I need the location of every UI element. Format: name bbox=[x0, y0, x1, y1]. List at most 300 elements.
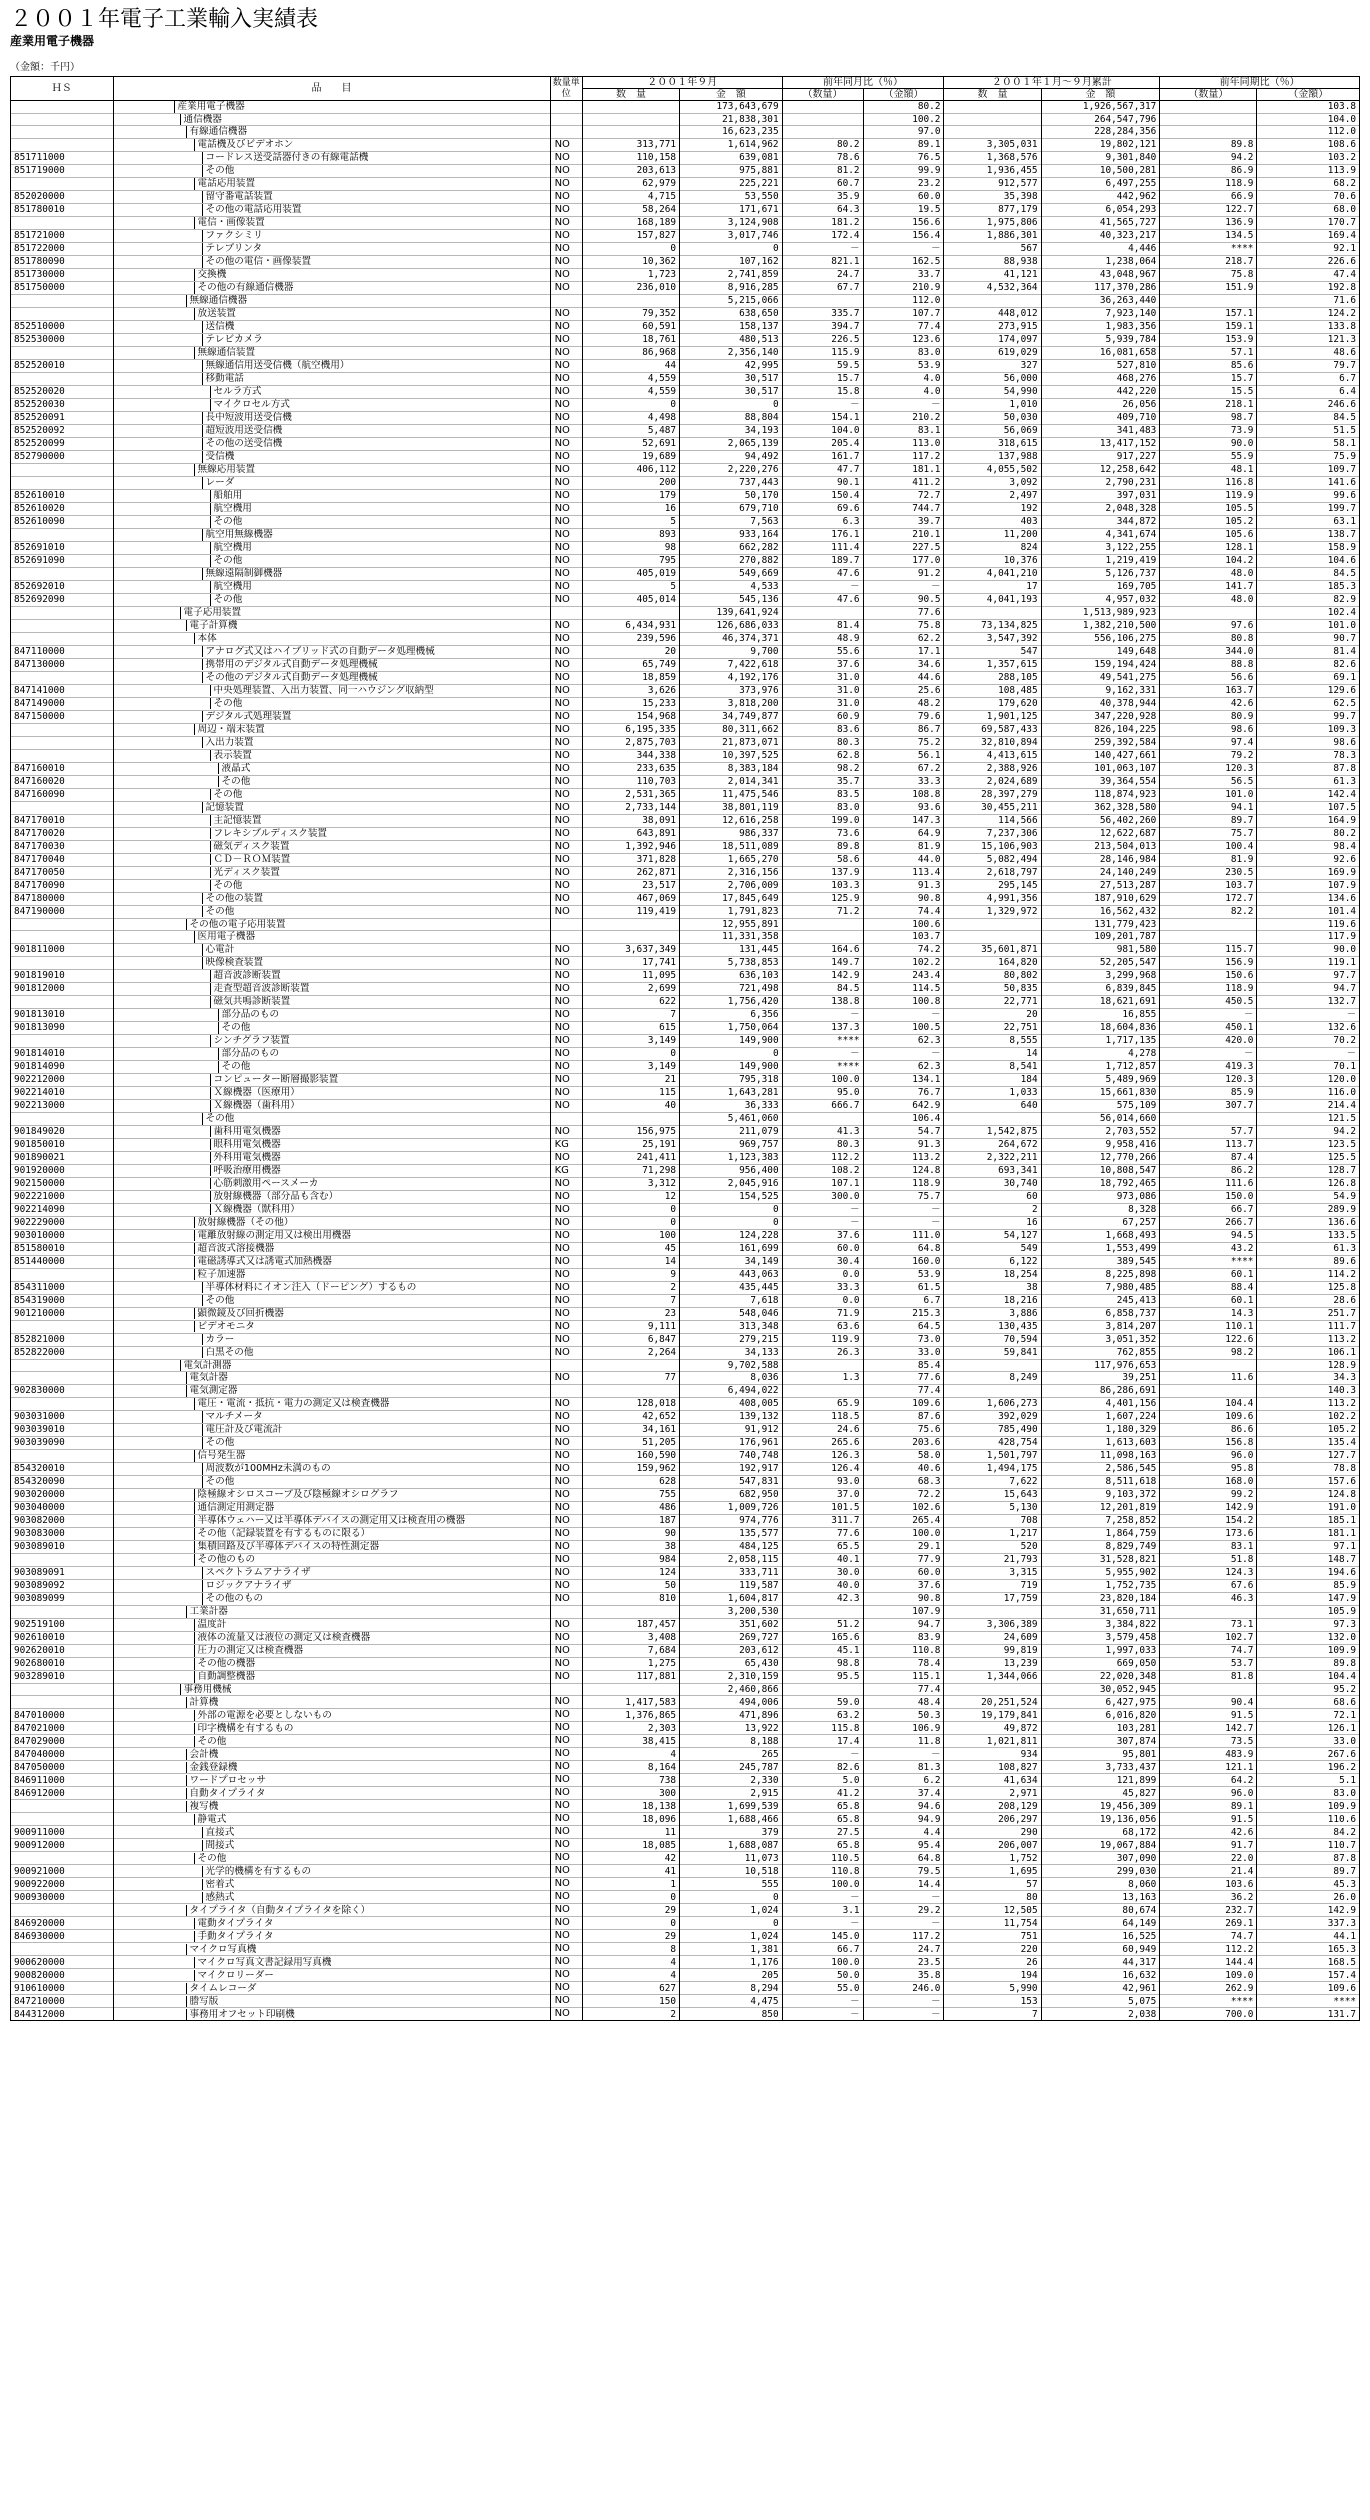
month-amount: 80,311,662 bbox=[680, 723, 783, 736]
month-amount-yoy: － bbox=[863, 1995, 944, 2008]
ytd-amount-yoy: 87.8 bbox=[1257, 1852, 1360, 1865]
table-row bbox=[11, 853, 1360, 866]
month-amount-yoy: 48.2 bbox=[863, 697, 944, 710]
ytd-amount: 9,301,840 bbox=[1041, 152, 1160, 165]
month-amount-yoy: 100.5 bbox=[863, 1021, 944, 1034]
ytd-amount-yoy: 44.1 bbox=[1257, 1930, 1360, 1943]
item-name-cell bbox=[113, 1424, 550, 1437]
ytd-amount-yoy: 97.3 bbox=[1257, 1618, 1360, 1631]
month-qty: 2,531,365 bbox=[582, 788, 679, 801]
item-name: 船舶用 bbox=[210, 490, 243, 502]
ytd-qty: 14 bbox=[944, 1047, 1041, 1060]
hs-code: 846911000 bbox=[11, 1774, 114, 1787]
ytd-amount-yoy: 109.9 bbox=[1257, 1644, 1360, 1657]
hs-code: 846920000 bbox=[11, 1917, 114, 1930]
month-qty: 1,392,946 bbox=[582, 840, 679, 853]
month-amount-yoy: 53.9 bbox=[863, 1268, 944, 1281]
ytd-qty: 3,306,389 bbox=[944, 1618, 1041, 1631]
month-amount-yoy: 64.5 bbox=[863, 1320, 944, 1333]
month-amount-yoy: 113.0 bbox=[863, 437, 944, 450]
table-row bbox=[11, 1748, 1360, 1761]
ytd-amount-yoy: 126.8 bbox=[1257, 1177, 1360, 1190]
item-name: フレキシブルディスク装置 bbox=[210, 828, 328, 840]
table-row bbox=[11, 1372, 1360, 1385]
ytd-amount-yoy: 105.2 bbox=[1257, 1424, 1360, 1437]
ytd-amount-yoy: 68.0 bbox=[1257, 204, 1360, 217]
month-qty-yoy: 83.0 bbox=[782, 801, 863, 814]
month-qty-yoy: 98.8 bbox=[782, 1657, 863, 1670]
month-amount: 6,494,022 bbox=[680, 1385, 783, 1398]
month-amount: 636,103 bbox=[680, 969, 783, 982]
hs-code bbox=[11, 1359, 114, 1372]
item-name-cell bbox=[113, 840, 550, 853]
ytd-amount-yoy: 116.0 bbox=[1257, 1086, 1360, 1099]
ytd-qty: 80 bbox=[944, 1891, 1041, 1904]
month-qty: 19,689 bbox=[582, 450, 679, 463]
item-name-cell bbox=[113, 411, 550, 424]
item-name: 電圧・電流・抵抗・電力の測定又は検査機器 bbox=[194, 1398, 390, 1410]
month-qty-yoy: 64.3 bbox=[782, 204, 863, 217]
ytd-amount: 1,382,210,500 bbox=[1041, 619, 1160, 632]
month-qty: 90 bbox=[582, 1528, 679, 1541]
month-amount: 682,950 bbox=[680, 1489, 783, 1502]
month-amount: 0 bbox=[680, 1047, 783, 1060]
ytd-qty-yoy: 154.2 bbox=[1160, 1515, 1257, 1528]
qty-unit: NO bbox=[550, 1177, 582, 1190]
item-name-cell bbox=[113, 1307, 550, 1320]
month-amount-yoy: 91.3 bbox=[863, 879, 944, 892]
month-qty-yoy: 110.5 bbox=[782, 1852, 863, 1865]
hs-code: 847029000 bbox=[11, 1735, 114, 1748]
item-name: 放射線機器（部分品も含む） bbox=[210, 1191, 339, 1203]
month-amount: 34,149 bbox=[680, 1255, 783, 1268]
month-amount-yoy: 74.4 bbox=[863, 905, 944, 918]
ytd-amount-yoy: 104.6 bbox=[1257, 554, 1360, 567]
qty-unit: NO bbox=[550, 1787, 582, 1800]
table-row bbox=[11, 139, 1360, 152]
table-row bbox=[11, 437, 1360, 450]
hs-code: 851711000 bbox=[11, 152, 114, 165]
month-qty-yoy: 48.9 bbox=[782, 632, 863, 645]
ytd-qty: 26 bbox=[944, 1956, 1041, 1969]
qty-unit: NO bbox=[550, 243, 582, 256]
table-row bbox=[11, 710, 1360, 723]
table-row bbox=[11, 1476, 1360, 1489]
ytd-qty-yoy: 64.2 bbox=[1160, 1774, 1257, 1787]
ytd-qty: 1,695 bbox=[944, 1865, 1041, 1878]
item-name-cell bbox=[113, 1852, 550, 1865]
month-qty: 300 bbox=[582, 1787, 679, 1800]
month-amount-yoy: 100.0 bbox=[863, 1528, 944, 1541]
month-qty: 11 bbox=[582, 1826, 679, 1839]
table-row bbox=[11, 1541, 1360, 1554]
ytd-amount-yoy: 33.0 bbox=[1257, 1735, 1360, 1748]
ytd-qty-yoy: 86.2 bbox=[1160, 1164, 1257, 1177]
ytd-qty: 877,179 bbox=[944, 204, 1041, 217]
table-row bbox=[11, 217, 1360, 230]
qty-unit: NO bbox=[550, 1554, 582, 1567]
month-amount: 11,331,358 bbox=[680, 931, 783, 944]
table-row bbox=[11, 1826, 1360, 1839]
table-row bbox=[11, 1242, 1360, 1255]
ytd-amount-yoy: 110.6 bbox=[1257, 1813, 1360, 1826]
item-name-cell bbox=[113, 1839, 550, 1852]
table-row bbox=[11, 697, 1360, 710]
hs-code: 903089010 bbox=[11, 1541, 114, 1554]
month-amount: 2,915 bbox=[680, 1787, 783, 1800]
ytd-qty-yoy: 15.5 bbox=[1160, 385, 1257, 398]
item-name-cell bbox=[113, 1567, 550, 1580]
ytd-amount-yoy: 108.6 bbox=[1257, 139, 1360, 152]
hs-code: 852692090 bbox=[11, 593, 114, 606]
ytd-amount-yoy: 109.6 bbox=[1257, 1982, 1360, 1995]
item-name-cell bbox=[113, 1112, 550, 1125]
item-name: 工業計器 bbox=[186, 1606, 228, 1618]
month-amount: 91,912 bbox=[680, 1424, 783, 1437]
ytd-amount-yoy: 70.2 bbox=[1257, 1034, 1360, 1047]
month-qty-yoy bbox=[782, 931, 863, 944]
hs-code: 900921000 bbox=[11, 1865, 114, 1878]
month-amount-yoy: 81.9 bbox=[863, 840, 944, 853]
ytd-qty: 11,200 bbox=[944, 528, 1041, 541]
ytd-amount: 362,328,580 bbox=[1041, 801, 1160, 814]
ytd-qty-yoy: 46.3 bbox=[1160, 1593, 1257, 1606]
table-row bbox=[11, 1099, 1360, 1112]
ytd-amount: 11,098,163 bbox=[1041, 1450, 1160, 1463]
hs-code: 852610020 bbox=[11, 502, 114, 515]
qty-unit: NO bbox=[550, 710, 582, 723]
hs-code: 851440000 bbox=[11, 1255, 114, 1268]
ytd-qty-yoy: 88.4 bbox=[1160, 1281, 1257, 1294]
ytd-amount: 762,855 bbox=[1041, 1346, 1160, 1359]
ytd-qty-yoy: 21.4 bbox=[1160, 1865, 1257, 1878]
qty-unit: NO bbox=[550, 1930, 582, 1943]
table-row bbox=[11, 178, 1360, 191]
qty-unit: NO bbox=[550, 191, 582, 204]
item-name: 電話機及びビデオホン bbox=[194, 139, 294, 151]
ytd-qty: 153 bbox=[944, 1995, 1041, 2008]
month-qty: 0 bbox=[582, 1047, 679, 1060]
qty-unit: NO bbox=[550, 398, 582, 411]
ytd-amount: 1,864,759 bbox=[1041, 1528, 1160, 1541]
ytd-qty-yoy: 168.0 bbox=[1160, 1476, 1257, 1489]
hs-code bbox=[11, 1943, 114, 1956]
month-qty-yoy: 226.5 bbox=[782, 333, 863, 346]
item-name: コードレス送受話器付きの有線電話機 bbox=[202, 152, 369, 164]
ytd-amount-yoy: 109.3 bbox=[1257, 723, 1360, 736]
month-qty-yoy: 59.5 bbox=[782, 359, 863, 372]
ytd-amount: 45,827 bbox=[1041, 1787, 1160, 1800]
ytd-amount-yoy: 98.4 bbox=[1257, 840, 1360, 853]
ytd-qty-yoy: 172.7 bbox=[1160, 892, 1257, 905]
month-amount-yoy: 48.4 bbox=[863, 1696, 944, 1709]
ytd-qty: 30,455,211 bbox=[944, 801, 1041, 814]
item-name: その他のデジタル式自動データ処理機械 bbox=[202, 672, 378, 684]
ytd-qty-yoy: 113.7 bbox=[1160, 1138, 1257, 1151]
month-qty: 18,138 bbox=[582, 1800, 679, 1813]
month-qty-yoy bbox=[782, 1359, 863, 1372]
ytd-qty-yoy: 218.7 bbox=[1160, 256, 1257, 269]
month-qty: 62,979 bbox=[582, 178, 679, 191]
ytd-qty: 295,145 bbox=[944, 879, 1041, 892]
item-name: 陰極線オシロスコープ及び陰極線オシログラフ bbox=[194, 1489, 399, 1501]
item-name: その他 bbox=[218, 776, 251, 788]
ytd-qty-yoy: 66.9 bbox=[1160, 191, 1257, 204]
item-name-cell bbox=[113, 1554, 550, 1567]
month-amount-yoy: 86.7 bbox=[863, 723, 944, 736]
hs-code bbox=[11, 1554, 114, 1567]
ytd-qty-yoy: 105.6 bbox=[1160, 528, 1257, 541]
ytd-amount-yoy: 199.7 bbox=[1257, 502, 1360, 515]
ytd-amount: 16,855 bbox=[1041, 1008, 1160, 1021]
month-amount-yoy: 64.9 bbox=[863, 827, 944, 840]
month-qty-yoy: 181.2 bbox=[782, 217, 863, 230]
table-row bbox=[11, 528, 1360, 541]
hs-code bbox=[11, 736, 114, 749]
month-amount: 211,079 bbox=[680, 1125, 783, 1138]
month-qty-yoy: 83.5 bbox=[782, 788, 863, 801]
table-row bbox=[11, 892, 1360, 905]
table-row bbox=[11, 1696, 1360, 1709]
month-qty: 12 bbox=[582, 1190, 679, 1203]
ytd-qty-yoy: 60.1 bbox=[1160, 1268, 1257, 1281]
ytd-amount-yoy: 123.5 bbox=[1257, 1138, 1360, 1151]
item-name-cell bbox=[113, 762, 550, 775]
month-qty-yoy: 84.5 bbox=[782, 982, 863, 995]
hs-code: 851730000 bbox=[11, 269, 114, 282]
item-name-cell bbox=[113, 1502, 550, 1515]
ytd-qty-yoy: 73.5 bbox=[1160, 1735, 1257, 1748]
month-qty: 18,761 bbox=[582, 333, 679, 346]
month-qty: 124 bbox=[582, 1567, 679, 1580]
month-qty-yoy: 137.3 bbox=[782, 1021, 863, 1034]
hs-code: 851719000 bbox=[11, 165, 114, 178]
qty-unit: NO bbox=[550, 424, 582, 437]
ytd-amount-yoy: 135.4 bbox=[1257, 1437, 1360, 1450]
month-qty: 119,419 bbox=[582, 905, 679, 918]
month-amount: 135,577 bbox=[680, 1528, 783, 1541]
month-amount-yoy: 112.0 bbox=[863, 295, 944, 308]
hs-code: 847170020 bbox=[11, 827, 114, 840]
table-row bbox=[11, 256, 1360, 269]
ytd-amount: 8,225,898 bbox=[1041, 1268, 1160, 1281]
month-qty-yoy: 65.8 bbox=[782, 1813, 863, 1826]
ytd-qty-yoy: 56.6 bbox=[1160, 671, 1257, 684]
item-name-cell bbox=[113, 1242, 550, 1255]
month-amount-yoy: 40.6 bbox=[863, 1463, 944, 1476]
item-name-cell bbox=[113, 1670, 550, 1683]
item-name-cell bbox=[113, 1450, 550, 1463]
item-name-cell bbox=[113, 1593, 550, 1606]
ytd-qty-yoy: 89.8 bbox=[1160, 139, 1257, 152]
qty-unit: NO bbox=[550, 619, 582, 632]
ytd-qty-yoy: 22.0 bbox=[1160, 1852, 1257, 1865]
month-amount-yoy: 6.7 bbox=[863, 1294, 944, 1307]
ytd-amount-yoy: 94.2 bbox=[1257, 1125, 1360, 1138]
month-qty-yoy: 60.9 bbox=[782, 710, 863, 723]
ytd-qty: 264,672 bbox=[944, 1138, 1041, 1151]
month-amount-yoy: 110.8 bbox=[863, 1644, 944, 1657]
month-qty-yoy: － bbox=[782, 2008, 863, 2021]
item-name: 呼吸治療用機器 bbox=[210, 1165, 281, 1177]
month-qty: 313,771 bbox=[582, 139, 679, 152]
item-name-cell bbox=[113, 139, 550, 152]
ytd-qty: 428,754 bbox=[944, 1437, 1041, 1450]
month-amount: 154,525 bbox=[680, 1190, 783, 1203]
item-name-cell bbox=[113, 995, 550, 1008]
month-amount-yoy: － bbox=[863, 1891, 944, 1904]
ytd-qty-yoy: 157.1 bbox=[1160, 307, 1257, 320]
month-qty: 239,596 bbox=[582, 632, 679, 645]
ytd-qty-yoy: 173.6 bbox=[1160, 1528, 1257, 1541]
item-name-cell bbox=[113, 775, 550, 788]
month-amount: 11,073 bbox=[680, 1852, 783, 1865]
month-qty-yoy bbox=[782, 1112, 863, 1125]
hs-code bbox=[11, 619, 114, 632]
col-yoy2: 前年同期比（％） bbox=[1160, 77, 1360, 89]
hs-code: 901811000 bbox=[11, 943, 114, 956]
month-amount: 10,397,525 bbox=[680, 749, 783, 762]
month-amount-yoy: 77.4 bbox=[863, 320, 944, 333]
item-name: その他 bbox=[210, 594, 243, 606]
ytd-qty-yoy: 57.7 bbox=[1160, 1125, 1257, 1138]
ytd-amount: 347,220,928 bbox=[1041, 710, 1160, 723]
ytd-amount-yoy: 84.5 bbox=[1257, 567, 1360, 580]
month-qty: 628 bbox=[582, 1476, 679, 1489]
table-row bbox=[11, 684, 1360, 697]
month-amount-yoy: 90.8 bbox=[863, 1593, 944, 1606]
month-qty: 23,517 bbox=[582, 879, 679, 892]
ytd-amount: 60,949 bbox=[1041, 1943, 1160, 1956]
hs-code: 847141000 bbox=[11, 684, 114, 697]
month-qty-yoy: 0.0 bbox=[782, 1294, 863, 1307]
ytd-amount: 7,980,485 bbox=[1041, 1281, 1160, 1294]
ytd-amount: 442,962 bbox=[1041, 191, 1160, 204]
item-name-cell bbox=[113, 892, 550, 905]
month-amount-yoy: 23.2 bbox=[863, 178, 944, 191]
month-qty: 71,298 bbox=[582, 1164, 679, 1177]
qty-unit: NO bbox=[550, 1255, 582, 1268]
ytd-qty: 59,841 bbox=[944, 1346, 1041, 1359]
ytd-amount-yoy: 133.8 bbox=[1257, 320, 1360, 333]
item-name-cell bbox=[113, 1787, 550, 1800]
hs-code: 903010000 bbox=[11, 1229, 114, 1242]
ytd-qty-yoy: 60.1 bbox=[1160, 1294, 1257, 1307]
month-amount-yoy: 113.2 bbox=[863, 1151, 944, 1164]
item-name-cell bbox=[113, 1580, 550, 1593]
month-amount-yoy: 210.2 bbox=[863, 411, 944, 424]
qty-unit: NO bbox=[550, 320, 582, 333]
ytd-amount-yoy: 140.3 bbox=[1257, 1385, 1360, 1398]
import-table bbox=[10, 76, 1360, 2021]
month-amount-yoy: － bbox=[863, 1216, 944, 1229]
ytd-amount: 409,710 bbox=[1041, 411, 1160, 424]
hs-code: 847010000 bbox=[11, 1709, 114, 1722]
ytd-qty-yoy: 104.2 bbox=[1160, 554, 1257, 567]
ytd-qty-yoy: 262.9 bbox=[1160, 1982, 1257, 1995]
table-row bbox=[11, 931, 1360, 944]
month-qty-yoy: 67.7 bbox=[782, 282, 863, 295]
ytd-amount: 2,048,328 bbox=[1041, 502, 1160, 515]
item-name: シンチグラフ装置 bbox=[210, 1035, 290, 1047]
ytd-amount: 826,104,225 bbox=[1041, 723, 1160, 736]
qty-unit: NO bbox=[550, 1268, 582, 1281]
ytd-amount-yoy: 120.0 bbox=[1257, 1073, 1360, 1086]
month-qty: 29 bbox=[582, 1904, 679, 1917]
ytd-amount: 64,149 bbox=[1041, 1917, 1160, 1930]
qty-unit: NO bbox=[550, 1969, 582, 1982]
ytd-qty-yoy: 109.0 bbox=[1160, 1969, 1257, 1982]
month-amount: 0 bbox=[680, 1917, 783, 1930]
ytd-qty-yoy: 230.5 bbox=[1160, 866, 1257, 879]
month-amount-yoy: 74.2 bbox=[863, 943, 944, 956]
table-row bbox=[11, 1177, 1360, 1190]
ytd-qty: 114,566 bbox=[944, 814, 1041, 827]
qty-unit: NO bbox=[550, 684, 582, 697]
table-row bbox=[11, 502, 1360, 515]
month-qty bbox=[582, 101, 679, 114]
ytd-amount: 8,511,618 bbox=[1041, 1476, 1160, 1489]
qty-unit: NO bbox=[550, 1891, 582, 1904]
month-amount-yoy: 160.0 bbox=[863, 1255, 944, 1268]
table-row bbox=[11, 424, 1360, 437]
qty-unit: KG bbox=[550, 1138, 582, 1151]
ytd-qty-yoy: 96.0 bbox=[1160, 1787, 1257, 1800]
month-qty: 4,559 bbox=[582, 385, 679, 398]
month-qty: 18,859 bbox=[582, 671, 679, 684]
ytd-qty: 912,577 bbox=[944, 178, 1041, 191]
month-qty: 1,376,865 bbox=[582, 1709, 679, 1722]
item-name-cell bbox=[113, 1930, 550, 1943]
hs-code: 847110000 bbox=[11, 645, 114, 658]
ytd-amount: 18,604,836 bbox=[1041, 1021, 1160, 1034]
ytd-qty: 15,643 bbox=[944, 1489, 1041, 1502]
item-name: 事務用機械 bbox=[180, 1684, 232, 1696]
item-name-cell bbox=[113, 1476, 550, 1489]
hs-code: 847170040 bbox=[11, 853, 114, 866]
hs-code: 852020000 bbox=[11, 191, 114, 204]
ytd-qty-yoy: 42.6 bbox=[1160, 697, 1257, 710]
hs-code: 910610000 bbox=[11, 1982, 114, 1995]
item-name-cell bbox=[113, 1437, 550, 1450]
month-amount-yoy: 39.7 bbox=[863, 515, 944, 528]
item-name-cell bbox=[113, 1021, 550, 1034]
month-amount: 2,706,009 bbox=[680, 879, 783, 892]
ytd-amount: 118,874,923 bbox=[1041, 788, 1160, 801]
table-row bbox=[11, 463, 1360, 476]
item-name: その他 bbox=[218, 1022, 251, 1034]
qty-unit: NO bbox=[550, 814, 582, 827]
item-name: 長中短波用送受信機 bbox=[202, 412, 292, 424]
qty-unit: NO bbox=[550, 1748, 582, 1761]
month-amount-yoy: － bbox=[863, 1203, 944, 1216]
month-amount: 149,900 bbox=[680, 1060, 783, 1073]
ytd-amount: 52,205,547 bbox=[1041, 956, 1160, 969]
month-qty: 486 bbox=[582, 1502, 679, 1515]
item-name: Ｘ線機器（医療用） bbox=[210, 1087, 300, 1099]
ytd-amount: 12,770,266 bbox=[1041, 1151, 1160, 1164]
qty-unit: NO bbox=[550, 1852, 582, 1865]
month-amount-yoy: 117.2 bbox=[863, 450, 944, 463]
qty-unit bbox=[550, 1112, 582, 1125]
ytd-qty-yoy: 99.2 bbox=[1160, 1489, 1257, 1502]
ytd-amount-yoy: 78.3 bbox=[1257, 749, 1360, 762]
item-name-cell bbox=[113, 1255, 550, 1268]
ytd-qty: 1,368,576 bbox=[944, 152, 1041, 165]
hs-code: 852691090 bbox=[11, 554, 114, 567]
qty-unit: NO bbox=[550, 463, 582, 476]
month-qty-yoy: 17.4 bbox=[782, 1735, 863, 1748]
